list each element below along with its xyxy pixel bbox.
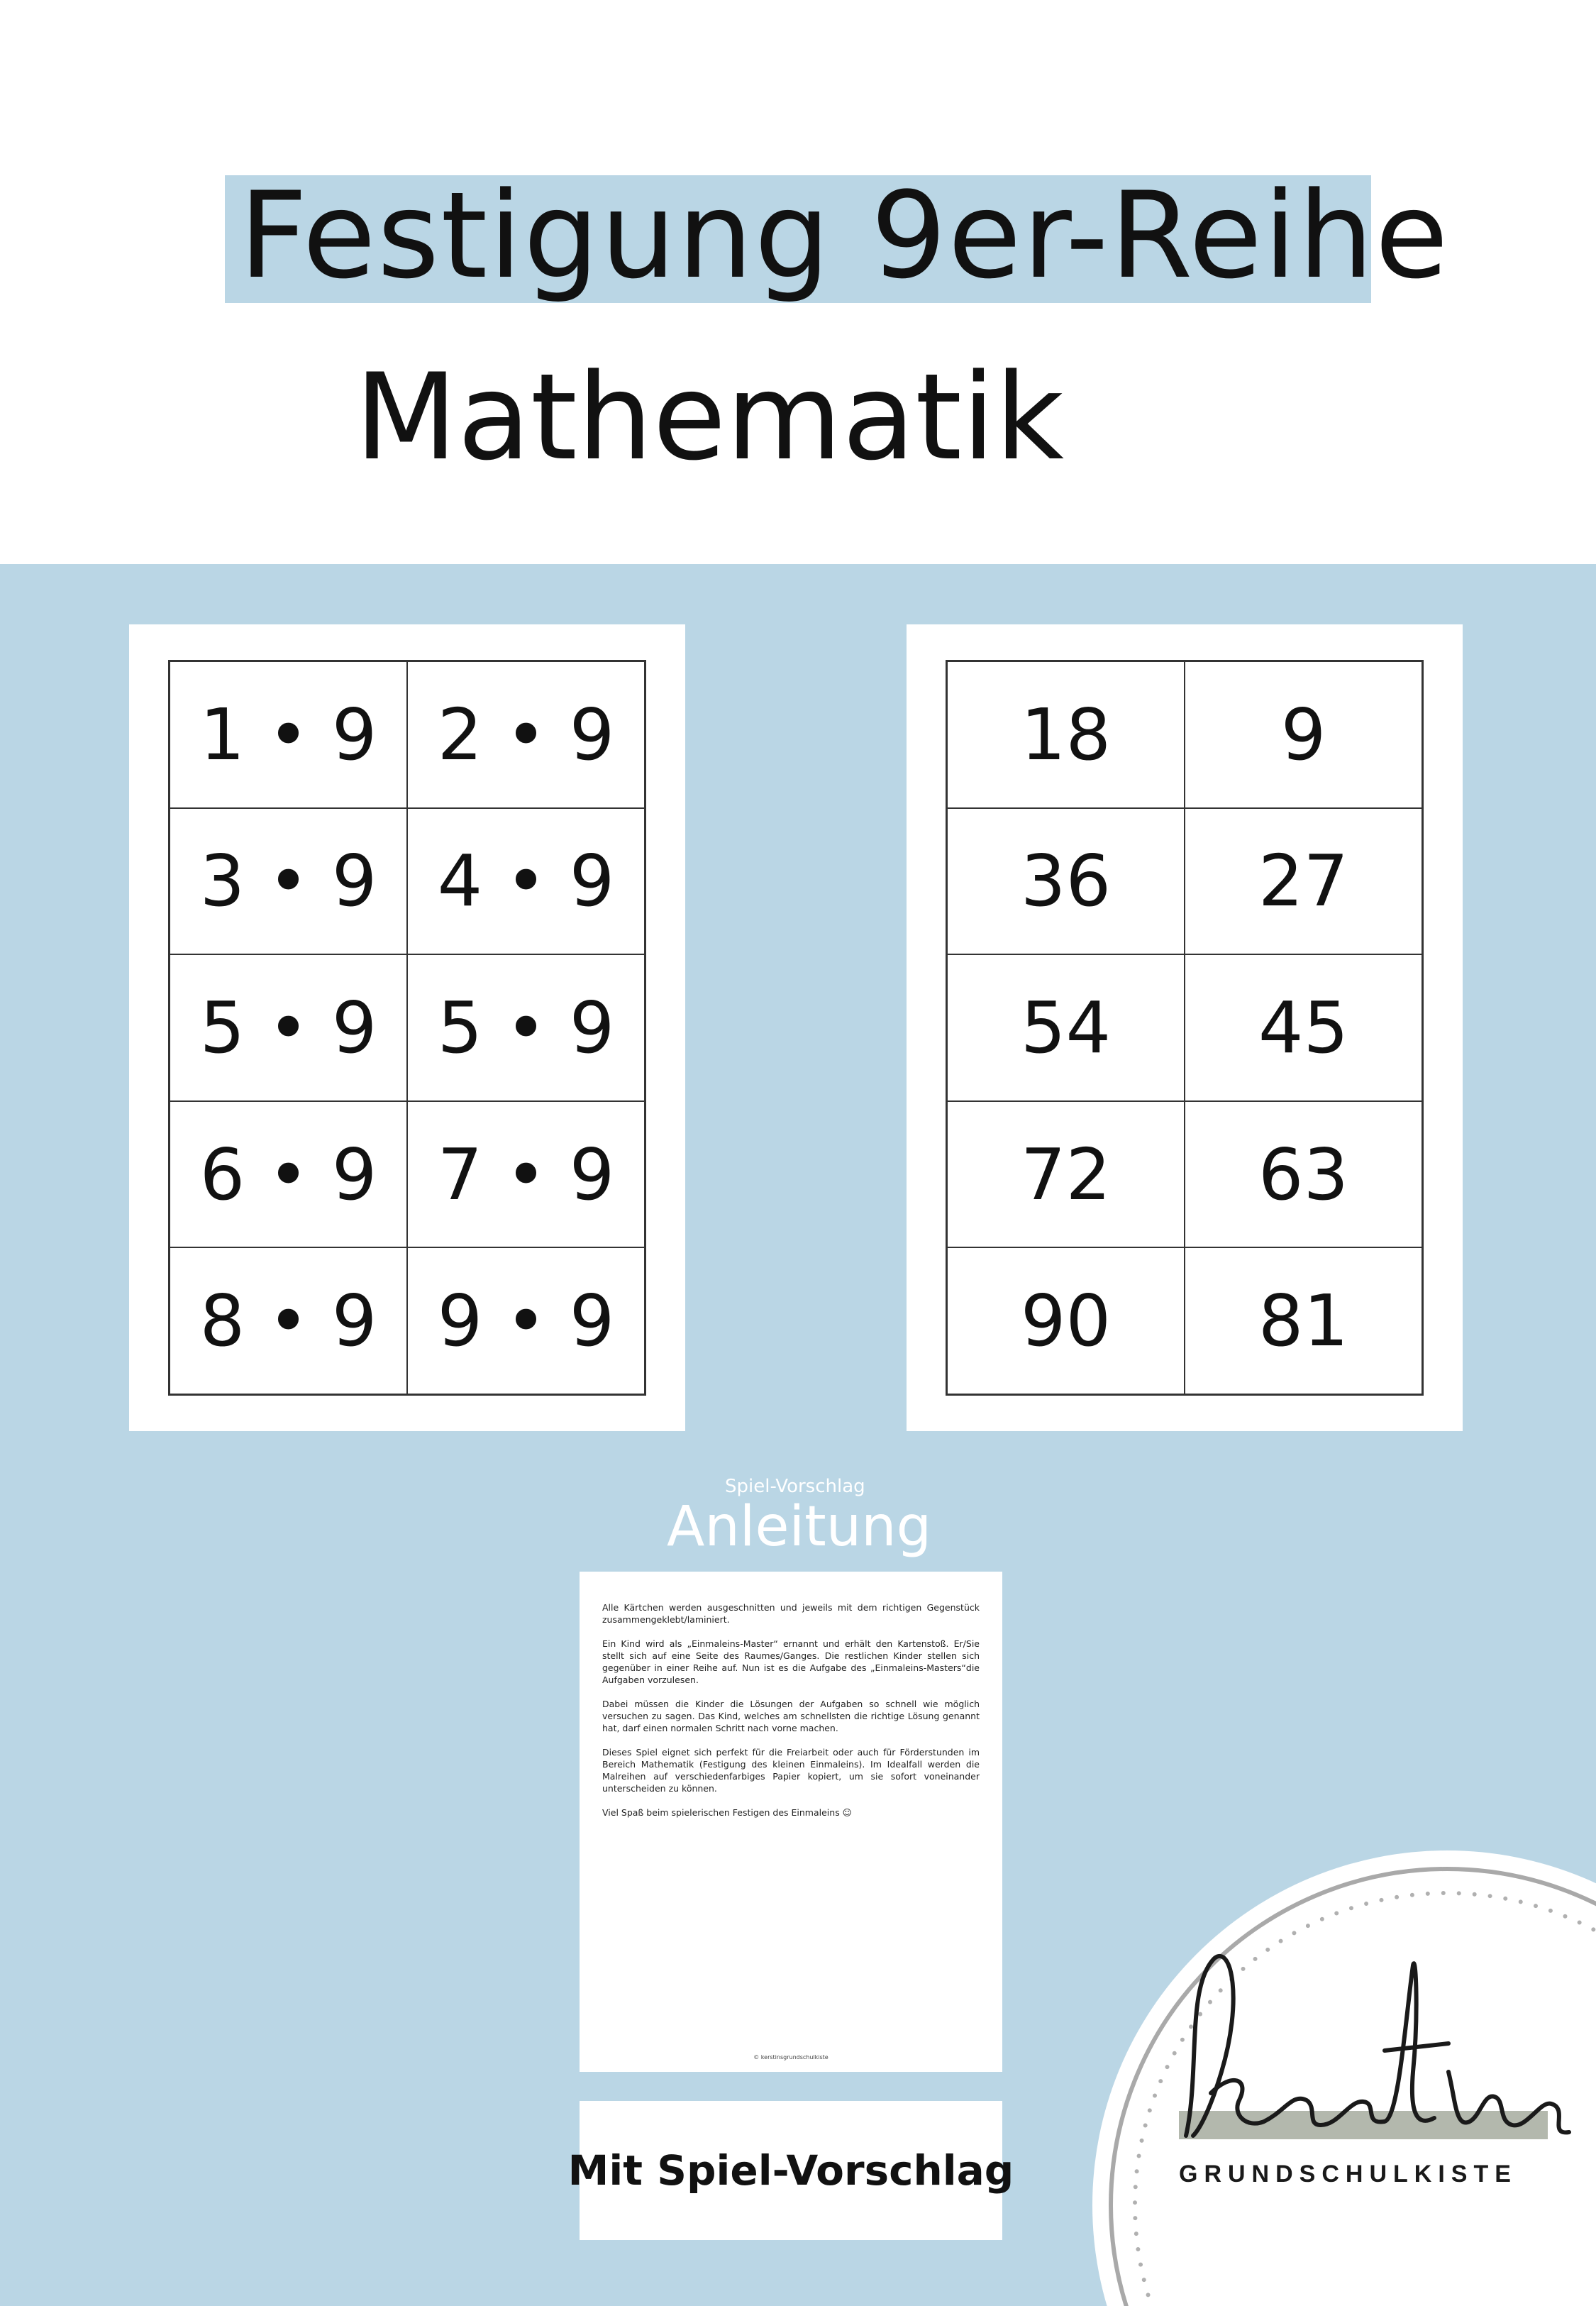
- task-card: 9 • 9: [407, 1247, 645, 1394]
- answer-card: 63: [1185, 1101, 1422, 1248]
- task-card: 4 • 9: [407, 808, 645, 955]
- task-card-grid: [168, 660, 646, 1396]
- instructions-title: Anleitung: [667, 1495, 932, 1559]
- game-suggestion-badge: Mit Spiel-Vorschlag: [580, 2101, 1002, 2240]
- answer-card: 9: [1185, 661, 1422, 808]
- subtitle-text: Mathematik: [354, 348, 1065, 487]
- task-card: 2 • 9: [407, 661, 645, 808]
- task-card: 8 • 9: [170, 1247, 407, 1394]
- answer-card: 45: [1185, 954, 1422, 1101]
- instructions-paragraph: Viel Spaß beim spielerischen Festigen des Einmaleins ☺: [602, 1807, 852, 1818]
- instructions-footer: © kerstinsgrundschulkiste: [753, 2054, 829, 2060]
- logo-caption: GRUNDSCHULKISTE: [1179, 2161, 1517, 2188]
- task-card: 5 • 9: [407, 954, 645, 1101]
- page-title: Festigung 9er-Reihe: [239, 166, 1450, 305]
- answer-card: 36: [947, 808, 1185, 955]
- instructions-paragraph: Alle Kärtchen werden ausgeschnitten und jeweils mit dem richtigen Gegenstück zusammengeklebt/laminiert.: [602, 1602, 980, 1625]
- answer-card-sheet: [907, 624, 1463, 1431]
- instructions-paragraph: Dabei müssen die Kinder die Lösungen der Aufgaben so schnell wie möglich versuchen zu sagen. Das Kind, welches am schnellsten die richtige Lösung genannt hat, darf einen normalen Schritt nach vorne machen.: [602, 1699, 980, 1733]
- instructions-paragraph: Ein Kind wird als „Einmaleins-Master“ ernannt und erhält den Kartenstoß. Er/Sie stellt sich auf eine Seite des Raumes/Ganges. Die restlichen Kinder stellen sich gegenüber in einer Reihe auf. Nun ist es die Aufgabe des „Einmaleins-Masters“die Aufgaben vorzulesen.: [602, 1638, 980, 1685]
- instructions-paragraph: Dieses Spiel eignet sich perfekt für die Freiarbeit oder auch für Förderstunden im Bereich Mathematik (Festigung des kleinen Einmaleins). Im Idealfall werden die Malreihen auf verschiedenfarbiges Papier kopiert, um sie sofort voneinander unterscheiden zu können.: [602, 1747, 980, 1794]
- instructions-label: Spiel-Vorschlag: [725, 1476, 865, 1497]
- answer-card-grid: [946, 660, 1424, 1396]
- answer-card: 72: [947, 1101, 1185, 1248]
- answer-card: 18: [947, 661, 1185, 808]
- page-subtitle: [0, 339, 1596, 495]
- task-card: 1 • 9: [170, 661, 407, 808]
- logo-seal-icon: [1080, 1838, 1596, 2306]
- task-card: 6 • 9: [170, 1101, 407, 1248]
- task-card-sheet: [129, 624, 685, 1431]
- answer-card: 27: [1185, 808, 1422, 955]
- answer-card: 90: [947, 1247, 1185, 1394]
- brand-logo: [1080, 1838, 1596, 2306]
- task-card: 3 • 9: [170, 808, 407, 955]
- task-card: 5 • 9: [170, 954, 407, 1101]
- answer-card: 81: [1185, 1247, 1422, 1394]
- answer-card: 54: [947, 954, 1185, 1101]
- instructions-page: [580, 1572, 1002, 2072]
- task-card: 7 • 9: [407, 1101, 645, 1248]
